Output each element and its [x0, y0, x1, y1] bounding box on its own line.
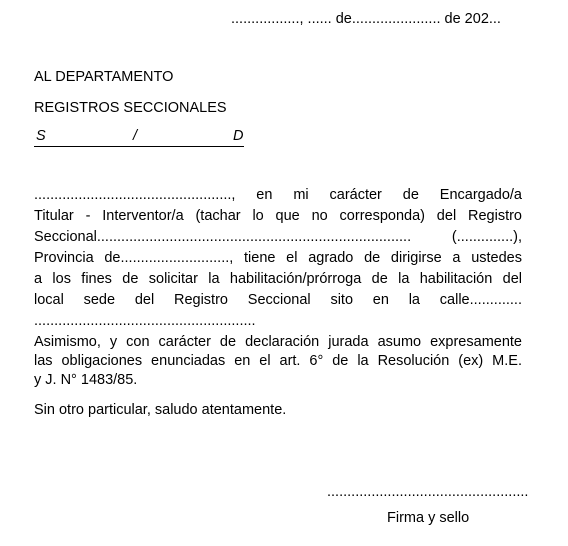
body-paragraph-request: [34, 185, 522, 332]
signature-label: Firma y sello: [387, 510, 470, 526]
paragraph-line: y J. N° 1483/85.: [34, 372, 138, 388]
paragraph-line: Titular - Interventor/a (tachar lo que no corresponda) del Registro: [34, 208, 522, 224]
recipient-slash: /: [133, 128, 138, 144]
recipient-s: S: [36, 128, 46, 144]
recipient-d: D: [233, 128, 244, 144]
recipient-department: AL DEPARTAMENTO: [34, 69, 174, 85]
closing-text: Sin otro particular, saludo atentamente.: [34, 402, 287, 418]
date-line: ................., ...... de...................... de 202...: [231, 11, 501, 27]
paragraph-line: las obligaciones enunciadas en el art. 6° de la Resolución (ex) M.E.: [34, 353, 522, 369]
body-paragraph-declaration: [34, 333, 522, 390]
paragraph-line: .......................................................: [34, 313, 256, 329]
paragraph-line: Seccional.............................................................................. (..............),: [34, 229, 522, 245]
paragraph-line: Asimismo, y con carácter de declaración jurada asumo expresamente: [34, 334, 522, 350]
paragraph-line: a los fines de solicitar la habilitación/prórroga de la habilitación del: [34, 271, 522, 287]
paragraph-line: Provincia de..........................., tiene el agrado de dirigirse a ustedes: [34, 250, 522, 266]
paragraph-line: ................................................., en mi carácter de Encargado/a: [34, 187, 522, 203]
recipient-sd-line: [34, 128, 244, 147]
paragraph-line: local sede del Registro Seccional sito en la calle.............: [34, 292, 522, 308]
recipient-registries: REGISTROS SECCIONALES: [34, 100, 227, 116]
signature-line: ..................................................: [327, 484, 529, 500]
